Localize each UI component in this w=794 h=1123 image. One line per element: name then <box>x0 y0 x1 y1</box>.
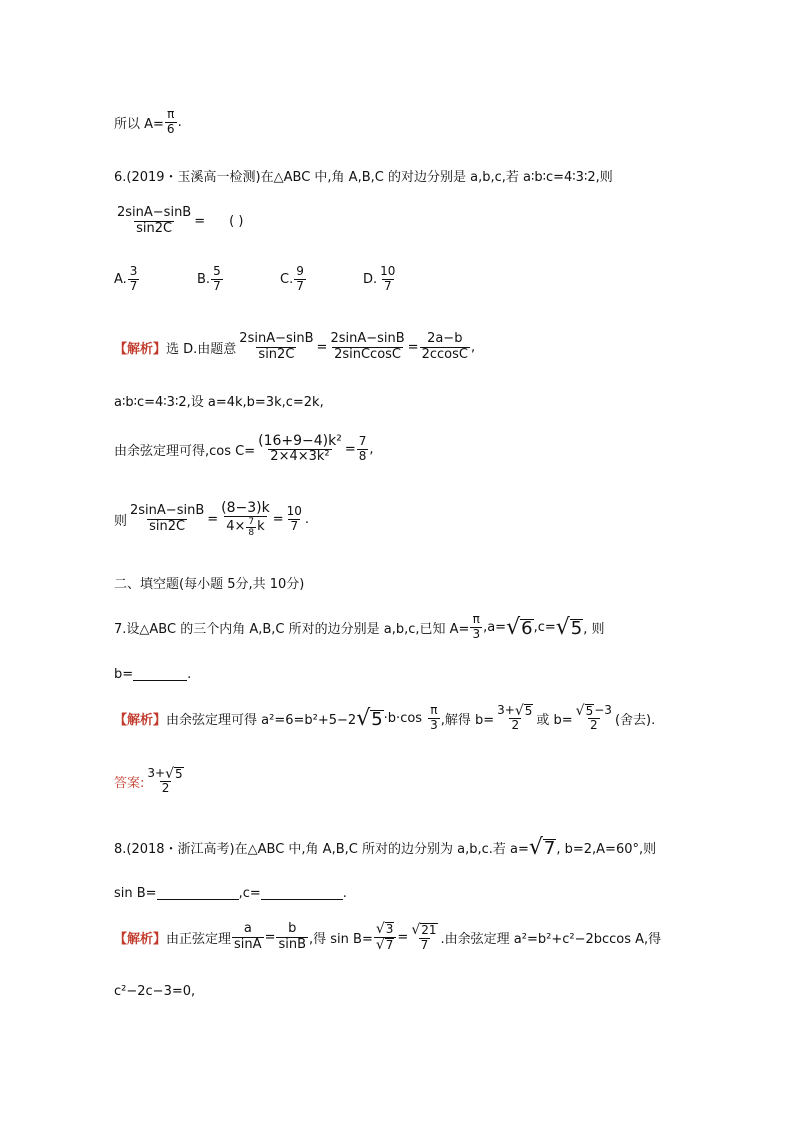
option-a: A. $\frac{3}{7}$ <box>114 264 138 293</box>
question-6-options <box>114 265 398 294</box>
question-6-solution-2: a∶b∶c=4∶3∶2,设 a=4k,b=3k,c=2k, <box>114 395 324 410</box>
question-7-solution: 【解析】 由余弦定理可得 a²=6=b²+5−2 √ 5 ·b·cos $\frac{\pi}{3}$ ,解得 b= 3+ √ 5 2 或 b= √ 5 −3 2 (舍去). <box>114 703 656 733</box>
question-7-blank: b= . <box>114 667 192 682</box>
line-so-a: 所以 A= $\frac{\pi}{6}$ . <box>114 107 182 136</box>
answer-blank-c[interactable] <box>261 887 343 900</box>
question-7-stem: 7.设△ABC 的三个内角 A,B,C 所对的边分别是 a,b,c,已知 A= $\frac{\pi}{3}$ ,a= √ 6 ,c= √ 5 , 则 <box>114 612 605 641</box>
solution-tag: 【解析】 <box>114 712 167 728</box>
question-6-stem: 6.(2019・玉溪高一检测)在△ABC 中,角 A,B,C 的对边分别是 a,b,c,若 a∶b∶c=4∶3∶2,则 <box>114 170 613 185</box>
option-d: D. $\frac{10}{7}$ <box>363 264 396 293</box>
text: 所以 A= <box>114 116 164 132</box>
answer-tag: 答案: <box>114 775 145 791</box>
question-7-answer: 答案: 3+ √ 5 2 <box>114 766 183 796</box>
answer-paren: ( ) <box>229 213 244 229</box>
fraction-expression: $\frac{2\sin A-\sin B}{\sin 2C}$ <box>117 205 192 236</box>
sqrt-7: √ 7 <box>528 835 556 860</box>
sqrt-5: √ 5 <box>555 615 583 641</box>
solution-tag: 【解析】 <box>114 931 167 947</box>
question-8-solution: 【解析】 由正弦定理 $\frac{a}{\sin A}$ = $\frac{b}{\sin B}$ ,得 sin B= √ 3 √ 7 = √ 21 7 .由余弦定理 a²=b²+c²−2bccos A,得 <box>114 921 662 954</box>
option-b: B. $\frac{5}{7}$ <box>197 264 221 293</box>
sqrt-6: √ 6 <box>506 615 533 641</box>
question-6-solution-1: 【解析】 选 D.由题意 $\frac{2\sin A-\sin B}{\sin 2C}$ = $\frac{2\sin A-\sin B}{\text{2sinCcosC}}$ = $\frac{2a-b}{2ccosC}$ , <box>114 331 476 362</box>
question-8-solution-2: c²−2c−3=0, <box>114 984 196 999</box>
fraction-pi-6: $\frac{\pi}{6}$ <box>166 107 175 136</box>
question-6-solution-4: 则 $\frac{2\sin A-\sin B}{\sin 2C}$ = (8−3)k 4× $\frac{7}{8}$ k = $\frac{10}{7}$ . <box>114 500 310 539</box>
question-8-blanks: sin B= ,c= . <box>114 886 347 901</box>
answer-blank-sinb[interactable] <box>157 887 239 900</box>
question-6-solution-3: 由余弦定理可得,cos C= $\frac{\text{(16+9−4)k²}}{\text{2×4×3k²}}$ = $\frac{7}{8}$ , <box>114 433 374 465</box>
option-c: C. $\frac{9}{7}$ <box>280 264 304 293</box>
section-heading-fill-in: 二、填空题(每小题 5分,共 10分) <box>114 577 305 592</box>
question-6-expression: $\frac{2\sin A-\sin B}{\sin 2C}$ = ( ) <box>117 205 244 236</box>
question-8-stem: 8.(2018・浙江高考)在△ABC 中,角 A,B,C 所对的边分别为 a,b,c.若 a= √ 7 , b=2,A=60°,则 <box>114 835 657 860</box>
answer-blank[interactable] <box>133 668 187 681</box>
solution-tag: 【解析】 <box>114 341 167 357</box>
